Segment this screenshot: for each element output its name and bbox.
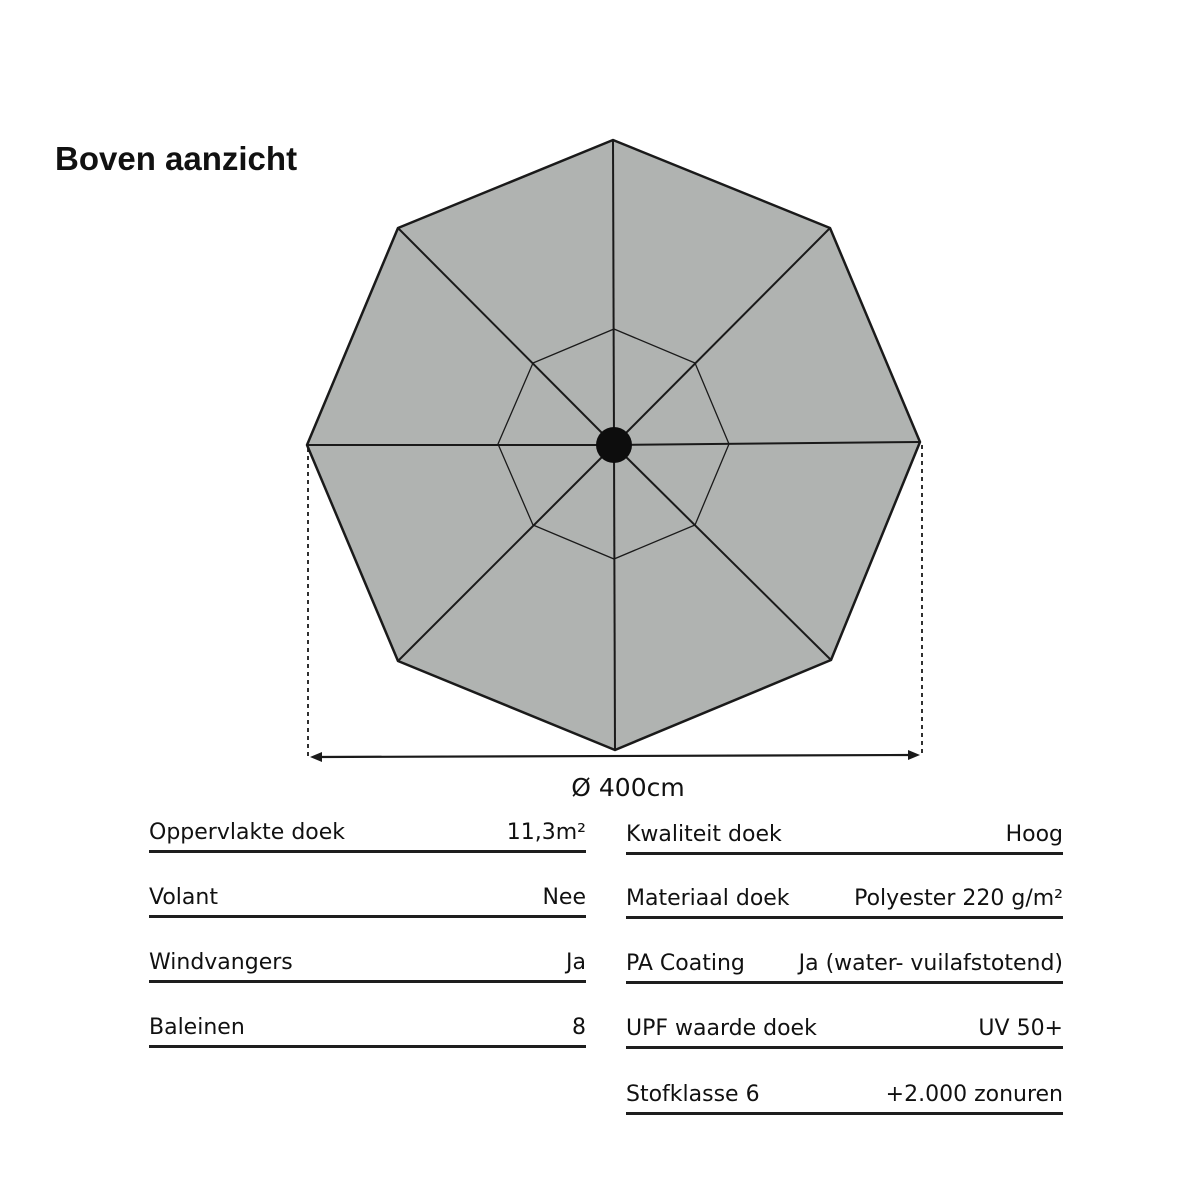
spec-value: Ja — [566, 950, 586, 975]
spec-value: Polyester 220 g/m² — [854, 886, 1063, 911]
spec-label: Stofklasse 6 — [626, 1082, 760, 1107]
spec-label: Baleinen — [149, 1015, 245, 1040]
spec-row-kwaliteit — [626, 817, 1063, 855]
spec-row-baleinen — [149, 1010, 586, 1048]
spec-row-upf — [626, 1011, 1063, 1049]
spec-label: PA Coating — [626, 951, 745, 976]
page-title: Boven aanzicht — [55, 140, 298, 177]
spec-row-oppervlakte — [149, 815, 586, 853]
diameter-label: Ø 400cm — [571, 773, 685, 802]
spec-row-materiaal — [626, 881, 1063, 919]
center-hub — [596, 427, 632, 463]
spec-value: +2.000 zonuren — [885, 1082, 1063, 1107]
spec-value: 8 — [572, 1015, 586, 1040]
spec-value: UV 50+ — [978, 1016, 1063, 1041]
spec-value: Hoog — [1005, 822, 1063, 847]
spec-label: Materiaal doek — [626, 886, 790, 911]
spec-label: Oppervlakte doek — [149, 820, 346, 845]
spec-value: 11,3m² — [506, 820, 586, 845]
spec-value: Ja (water- vuilafstotend) — [798, 951, 1063, 976]
spec-label: UPF waarde doek — [626, 1016, 817, 1041]
spec-label: Windvangers — [149, 950, 293, 975]
spec-row-windvangers — [149, 945, 586, 983]
spec-row-volant — [149, 880, 586, 918]
spec-row-pa-coating — [626, 946, 1063, 984]
spec-label: Kwaliteit doek — [626, 822, 782, 847]
spec-label: Volant — [149, 885, 218, 910]
spec-value: Nee — [542, 885, 586, 910]
spec-row-stofklasse — [626, 1077, 1063, 1115]
